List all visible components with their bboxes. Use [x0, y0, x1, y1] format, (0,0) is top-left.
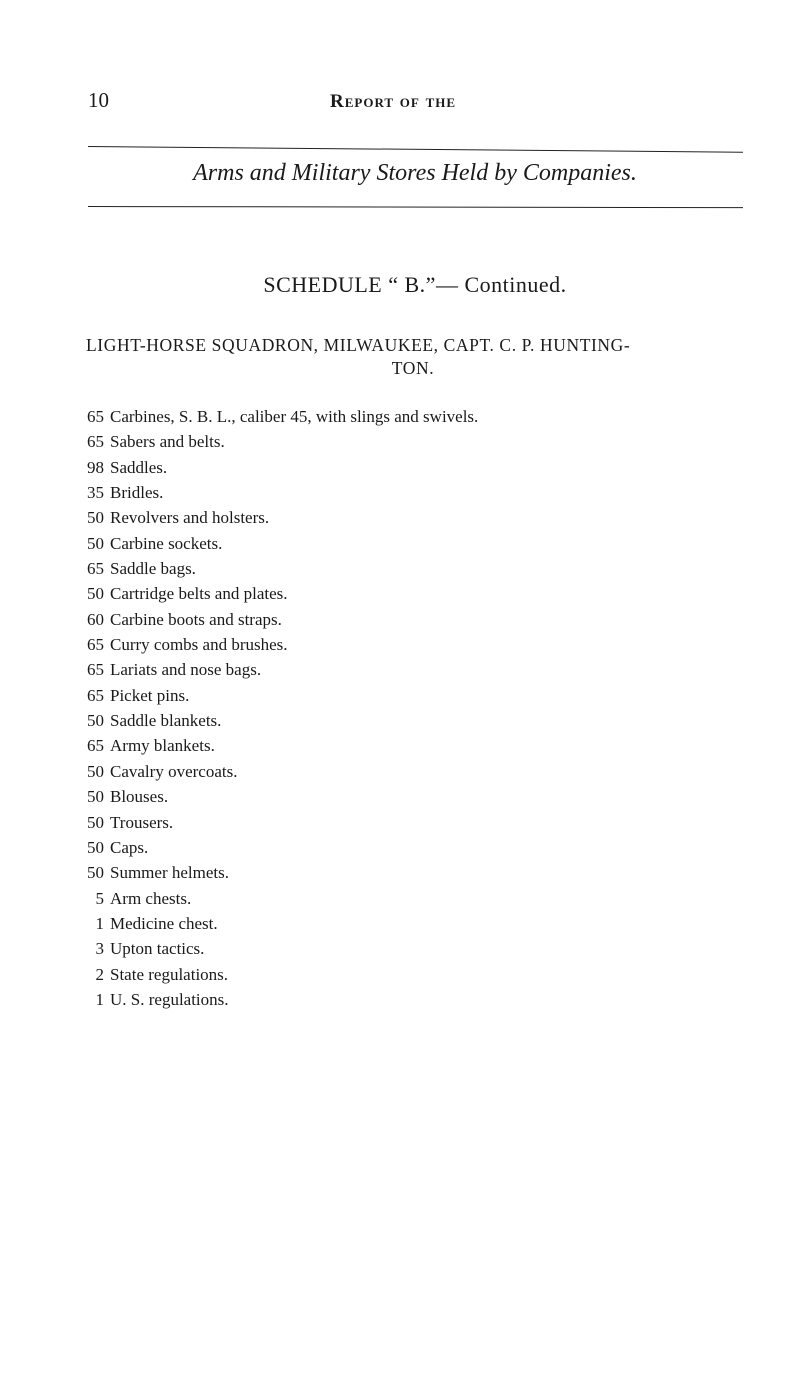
bottom-rule — [88, 206, 743, 208]
item-description: Cavalry overcoats. — [110, 761, 238, 781]
list-item — [76, 810, 478, 835]
item-quantity: 1 — [95, 913, 104, 933]
list-item — [76, 708, 478, 733]
item-quantity: 98 — [87, 457, 104, 477]
unit-heading-line1: LIGHT-HORSE SQUADRON, MILWAUKEE, CAPT. C. P. HUNTING- — [86, 335, 631, 355]
item-description: Carbine boots and straps. — [110, 609, 282, 629]
inventory-list — [76, 404, 478, 1012]
item-description: U. S. regulations. — [110, 989, 229, 1009]
item-quantity: 65 — [87, 660, 104, 680]
list-item — [76, 556, 478, 581]
list-item — [76, 936, 478, 961]
item-quantity: 3 — [95, 939, 104, 959]
item-quantity: 2 — [95, 964, 104, 984]
item-quantity: 65 — [87, 432, 104, 452]
item-quantity: 1 — [95, 989, 104, 1009]
item-quantity: 50 — [87, 787, 104, 807]
list-item — [76, 505, 478, 530]
item-description: Trousers. — [110, 812, 174, 832]
item-quantity: 65 — [87, 559, 104, 579]
item-description: Saddles. — [110, 457, 168, 477]
item-description: Arm chests. — [110, 888, 192, 908]
list-item — [76, 784, 478, 809]
item-quantity: 60 — [87, 609, 104, 629]
item-description: Upton tactics. — [110, 939, 205, 959]
list-item — [76, 404, 478, 429]
item-description: Carbine sockets. — [110, 533, 223, 553]
unit-heading — [86, 334, 750, 380]
list-item — [76, 759, 478, 784]
top-rule — [88, 146, 743, 153]
item-description: Bridles. — [110, 483, 164, 503]
item-quantity: 65 — [87, 685, 104, 705]
unit-heading-line2: TON. — [391, 358, 435, 378]
section-title: Arms and Military Stores Held by Companies. — [193, 160, 637, 186]
item-description: Sabers and belts. — [110, 432, 225, 452]
list-item — [76, 632, 478, 657]
list-item — [76, 733, 478, 758]
item-description: Cartridge belts and plates. — [110, 584, 288, 604]
list-item — [76, 911, 478, 936]
list-item — [76, 607, 478, 632]
list-item — [76, 987, 478, 1012]
item-quantity: 50 — [87, 837, 104, 857]
list-item — [76, 962, 478, 987]
item-description: Saddle bags. — [110, 559, 196, 579]
running-head: Report of the — [330, 91, 457, 112]
item-quantity: 50 — [87, 812, 104, 832]
item-description: Army blankets. — [110, 736, 215, 756]
item-quantity: 5 — [95, 888, 104, 908]
list-item — [76, 429, 478, 454]
list-item — [76, 860, 478, 885]
list-item — [76, 480, 478, 505]
item-quantity: 50 — [87, 863, 104, 883]
list-item — [76, 581, 478, 606]
item-description: Revolvers and holsters. — [110, 508, 270, 528]
item-description: Curry combs and brushes. — [110, 635, 288, 655]
item-description: Lariats and nose bags. — [110, 660, 262, 680]
item-description: Summer helmets. — [110, 863, 229, 883]
item-quantity: 50 — [87, 711, 104, 731]
item-quantity: 50 — [87, 761, 104, 781]
item-quantity: 50 — [87, 508, 104, 528]
item-quantity: 65 — [87, 736, 104, 756]
list-item — [76, 531, 478, 556]
page-number: 10 — [88, 88, 109, 112]
list-item — [76, 455, 478, 480]
item-quantity: 35 — [87, 483, 104, 503]
item-description: State regulations. — [110, 964, 229, 984]
list-item — [76, 657, 478, 682]
list-item — [76, 835, 478, 860]
item-quantity: 50 — [87, 533, 104, 553]
item-description: Picket pins. — [110, 685, 190, 705]
schedule-heading: SCHEDULE “ B.”— Continued. — [263, 272, 567, 297]
item-description: Carbines, S. B. L., caliber 45, with slings and swivels. — [110, 407, 479, 426]
item-description: Medicine chest. — [110, 913, 218, 933]
item-description: Saddle blankets. — [110, 711, 222, 731]
item-quantity: 50 — [87, 584, 104, 604]
item-quantity: 65 — [87, 407, 104, 426]
item-quantity: 65 — [87, 635, 104, 655]
item-description: Blouses. — [110, 787, 169, 807]
list-item — [76, 683, 478, 708]
item-description: Caps. — [110, 837, 149, 857]
list-item — [76, 886, 478, 911]
